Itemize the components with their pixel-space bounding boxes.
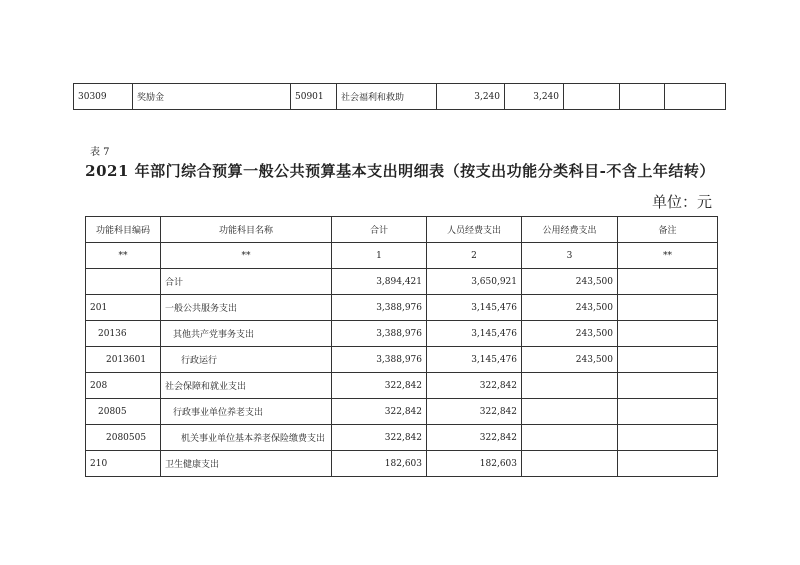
personnel-cell: 3,145,476	[427, 295, 522, 321]
empty-cell	[665, 84, 726, 110]
note-cell	[618, 321, 718, 347]
total-cell: 3,894,421	[332, 269, 427, 295]
note-cell	[618, 373, 718, 399]
budget-detail-table	[85, 216, 718, 477]
name-cell: 行政运行	[161, 347, 332, 373]
amount-cell: 3,240	[437, 84, 505, 110]
personnel-cell: 3,145,476	[427, 321, 522, 347]
header-public: 公用经费支出	[522, 217, 618, 243]
personnel-cell: 182,603	[427, 451, 522, 477]
code-cell: 208	[86, 373, 161, 399]
table-row	[86, 451, 718, 477]
header-total: 合计	[332, 217, 427, 243]
public-cell: 243,500	[522, 347, 618, 373]
code-cell: 2080505	[86, 425, 161, 451]
public-cell: 243,500	[522, 269, 618, 295]
economic-name: 社会福利和救助	[337, 84, 437, 110]
previous-table-fragment	[73, 83, 726, 110]
total-cell: 3,388,976	[332, 347, 427, 373]
header-note: 备注	[618, 217, 718, 243]
empty-cell	[564, 84, 620, 110]
personnel-cell: 3,650,921	[427, 269, 522, 295]
header-code: 功能科目编码	[86, 217, 161, 243]
page-title: 2021 年部门综合预算一般公共预算基本支出明细表（按支出功能分类科目-不含上年结转）	[85, 162, 715, 180]
note-cell	[618, 425, 718, 451]
expense-code: 30309	[74, 84, 133, 110]
table-row	[86, 295, 718, 321]
expense-name: 奖励金	[133, 84, 291, 110]
table-row	[86, 399, 718, 425]
public-cell: 243,500	[522, 321, 618, 347]
header-personnel: 人员经费支出	[427, 217, 522, 243]
table-row	[74, 84, 726, 110]
name-cell: 一般公共服务支出	[161, 295, 332, 321]
code-cell: 20805	[86, 399, 161, 425]
code-cell: 20136	[86, 321, 161, 347]
unit-label: 单位：元	[651, 193, 712, 211]
total-cell: 3,388,976	[332, 321, 427, 347]
code-cell: 201	[86, 295, 161, 321]
amount-cell: 3,240	[505, 84, 564, 110]
economic-code: 50901	[291, 84, 337, 110]
table-index-row	[86, 243, 718, 269]
index-cell: **	[86, 243, 161, 269]
table-row	[86, 373, 718, 399]
personnel-cell: 322,842	[427, 373, 522, 399]
code-cell	[86, 269, 161, 295]
empty-cell	[620, 84, 665, 110]
name-cell: 其他共产党事务支出	[161, 321, 332, 347]
total-cell: 322,842	[332, 425, 427, 451]
note-cell	[618, 451, 718, 477]
public-cell	[522, 373, 618, 399]
public-cell: 243,500	[522, 295, 618, 321]
table-number-label: 表 7	[90, 147, 110, 158]
table-row	[86, 321, 718, 347]
total-cell: 3,388,976	[332, 295, 427, 321]
table-row	[86, 347, 718, 373]
public-cell	[522, 425, 618, 451]
table-row	[86, 269, 718, 295]
header-name: 功能科目名称	[161, 217, 332, 243]
code-cell: 210	[86, 451, 161, 477]
index-cell: 1	[332, 243, 427, 269]
table-row	[86, 425, 718, 451]
personnel-cell: 3,145,476	[427, 347, 522, 373]
personnel-cell: 322,842	[427, 399, 522, 425]
table-header-row	[86, 217, 718, 243]
total-cell: 322,842	[332, 399, 427, 425]
code-cell: 2013601	[86, 347, 161, 373]
index-cell: 2	[427, 243, 522, 269]
name-cell: 社会保障和就业支出	[161, 373, 332, 399]
index-cell: **	[618, 243, 718, 269]
name-cell: 行政事业单位养老支出	[161, 399, 332, 425]
total-cell: 182,603	[332, 451, 427, 477]
public-cell	[522, 399, 618, 425]
index-cell: **	[161, 243, 332, 269]
name-cell: 合计	[161, 269, 332, 295]
note-cell	[618, 269, 718, 295]
name-cell: 机关事业单位基本养老保险缴费支出	[161, 425, 332, 451]
total-cell: 322,842	[332, 373, 427, 399]
note-cell	[618, 399, 718, 425]
note-cell	[618, 295, 718, 321]
index-cell: 3	[522, 243, 618, 269]
personnel-cell: 322,842	[427, 425, 522, 451]
note-cell	[618, 347, 718, 373]
public-cell	[522, 451, 618, 477]
name-cell: 卫生健康支出	[161, 451, 332, 477]
